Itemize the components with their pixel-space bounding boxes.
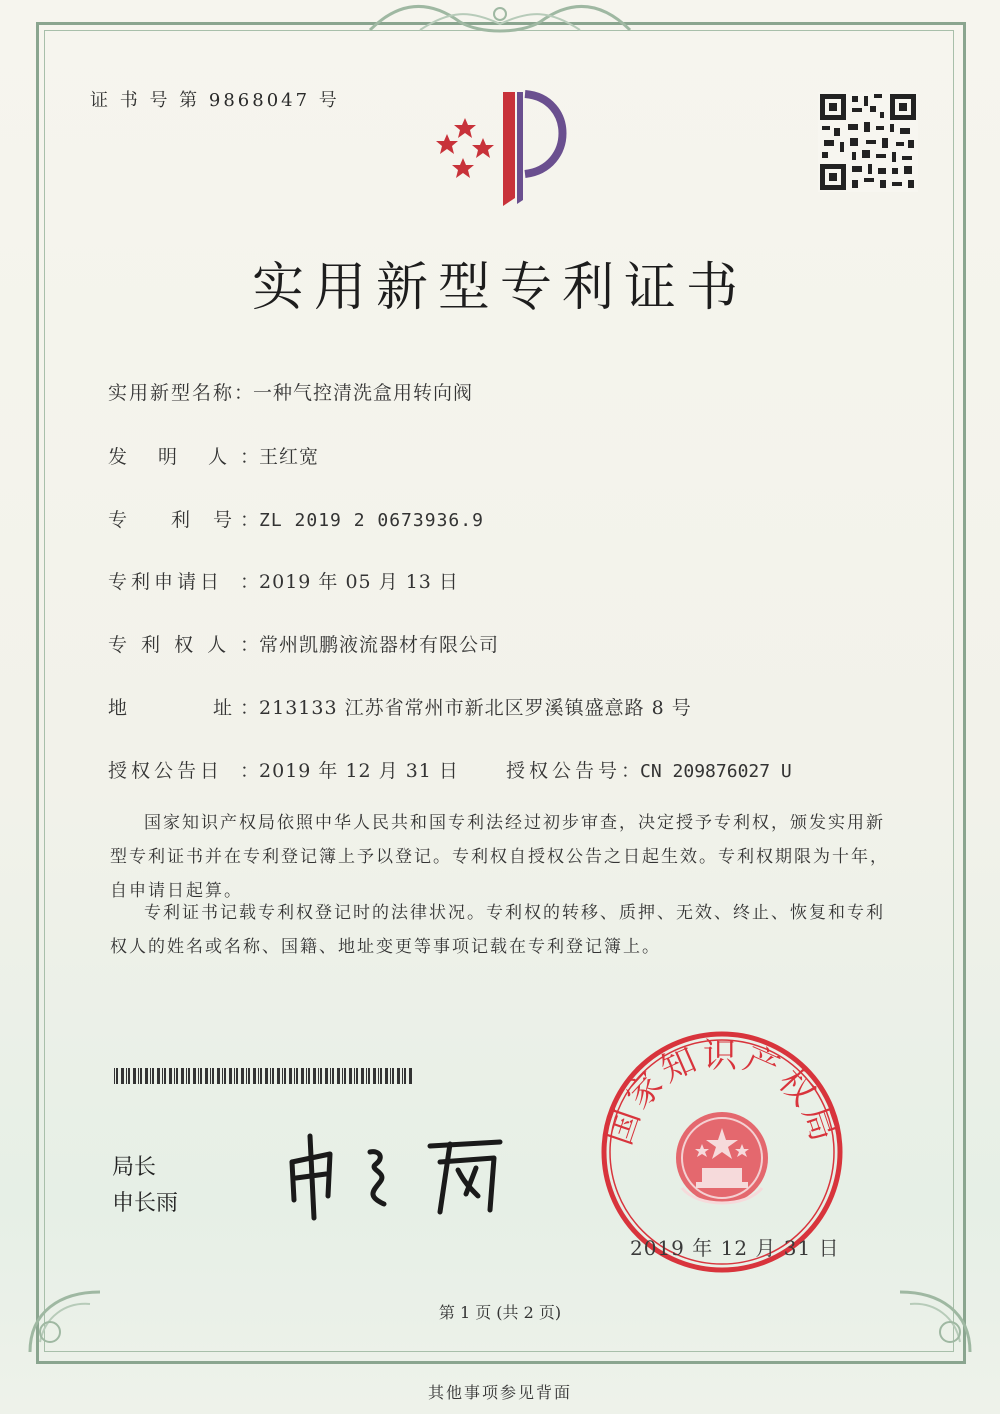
back-note: 其他事项参见背面 bbox=[427, 1383, 572, 1402]
field-value: 213133 江苏省常州市新北区罗溪镇盛意路 8 号 bbox=[259, 697, 692, 719]
field-separator: ： bbox=[240, 760, 260, 782]
field-separator: ： bbox=[240, 446, 260, 468]
field-label: 专 利 号 bbox=[108, 509, 235, 531]
seal-date: 2019 年 12 月 31 日 bbox=[630, 1236, 840, 1260]
seal-text: 国家知识产权局 bbox=[599, 1035, 845, 1150]
field-address bbox=[108, 693, 692, 720]
field-label: 授权公告日 bbox=[108, 760, 224, 782]
field-separator: ： bbox=[240, 634, 260, 656]
field-patentee bbox=[108, 630, 499, 657]
field-label: 发 明 人 bbox=[108, 446, 234, 468]
field-separator: ： bbox=[240, 509, 260, 531]
certificate-number: 证 书 号 第 9868047 号 bbox=[90, 90, 340, 111]
qr-code-icon bbox=[818, 92, 918, 192]
barcode-icon bbox=[114, 1068, 414, 1084]
field-value: 常州凯鹏液流器材有限公司 bbox=[259, 634, 500, 656]
body-paragraph-2: 专利证书记载专利权登记时的法律状况。专利权的转移、质押、无效、终止、恢复和专利权人的姓名或名称、国籍、地址变更等事项记载在专利登记簿上。 bbox=[110, 903, 885, 957]
patent-office-logo-icon bbox=[425, 88, 585, 208]
field-value: 一种气控清洗盒用转向阀 bbox=[253, 382, 474, 404]
field-utility-model-name bbox=[108, 378, 473, 405]
field-label: 专利申请日 bbox=[108, 571, 224, 593]
field-separator: ： bbox=[234, 382, 254, 404]
field-separator: ： bbox=[621, 760, 641, 782]
field-separator: ： bbox=[240, 697, 260, 719]
field-value: CN 209876027 U bbox=[640, 761, 792, 782]
field-label: 专 利 权 人 bbox=[108, 634, 231, 656]
page-number: 第 1 页 (共 2 页) bbox=[438, 1303, 562, 1322]
signatory-title: 局长 bbox=[112, 1155, 157, 1180]
handwritten-signature bbox=[280, 1122, 520, 1222]
field-grant-date bbox=[108, 756, 459, 783]
field-value: 王红宽 bbox=[259, 446, 320, 468]
field-separator: ： bbox=[240, 571, 260, 593]
field-value: 2019 年 12 月 31 日 bbox=[259, 760, 459, 782]
field-grant-no bbox=[506, 756, 792, 783]
signatory-name: 申长雨 bbox=[112, 1191, 179, 1216]
body-paragraph-1: 国家知识产权局依照中华人民共和国专利法经过初步审查，决定授予专利权，颁发实用新型专利证书并在专利登记簿上予以登记。专利权自授权公告之日起生效。专利权期限为十年，自申请日起算。 bbox=[110, 813, 889, 901]
field-value: ZL 2019 2 0673936.9 bbox=[259, 510, 484, 531]
field-label: 授权公告号 bbox=[506, 760, 622, 782]
national-emblem-icon bbox=[676, 1112, 768, 1204]
field-label: 地 址 bbox=[108, 697, 235, 719]
field-patent-no bbox=[108, 505, 484, 532]
certificate-title: 实用新型专利证书 bbox=[251, 258, 748, 318]
field-value: 2019 年 05 月 13 日 bbox=[259, 571, 459, 593]
top-ornament-icon bbox=[360, 0, 640, 36]
field-application-date bbox=[108, 567, 459, 594]
field-inventor bbox=[108, 442, 319, 469]
field-label: 实用新型名称 bbox=[108, 382, 235, 404]
